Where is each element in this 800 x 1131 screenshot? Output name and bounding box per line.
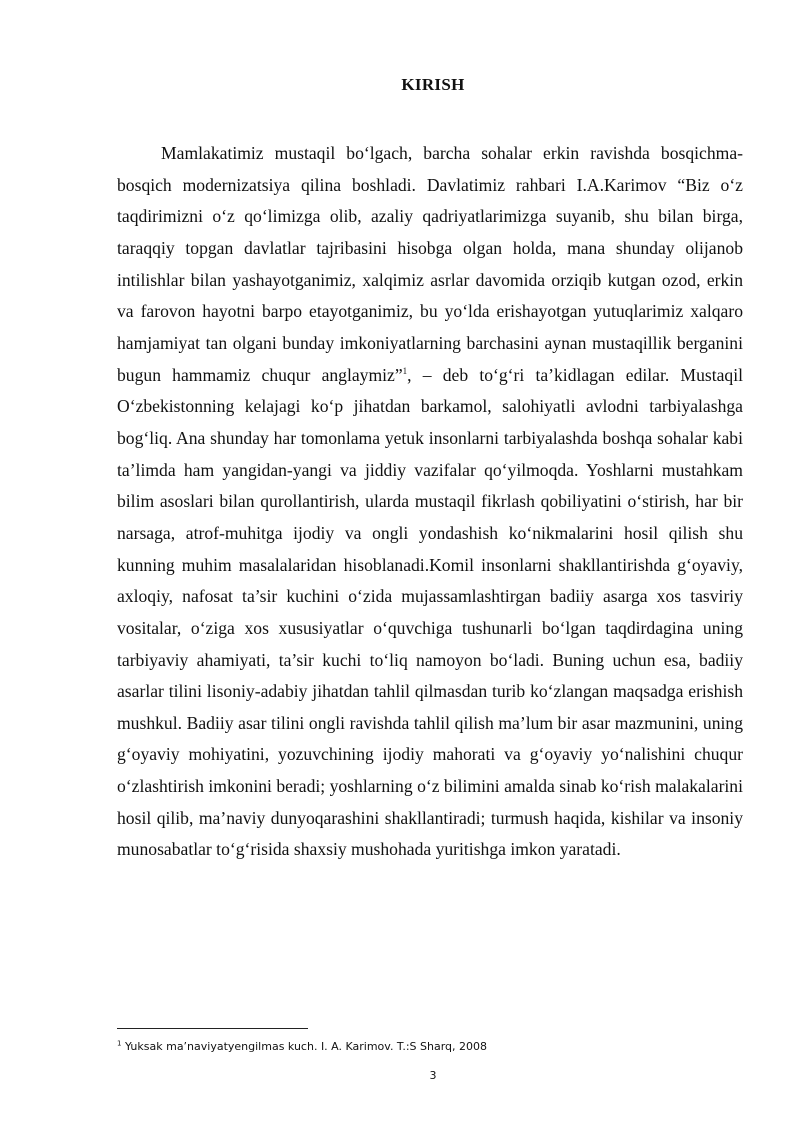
footnote — [117, 1040, 487, 1054]
paragraph-text-part-1: Mamlakatimiz mustaqil bo‘lgach, barcha sohalar erkin ravishda bosqichma-bosqich modernizatsiya qilina boshladi. Davlatimiz rahbari I.A.Karimov “Biz o‘z taqdirimizni o‘z qo‘limizga olib, azaliy qadriyatlarimizga suyanib, shu bilan birga, taraqqiy topgan davlatlar tajribasini hisobga olgan holda, mana shunday olijanob intilishlar bilan yashayotganimiz, xalqimiz asrlar davomida orziqib kutgan ozod, erkin va farovon hayotni barpo etayotganimiz, bu yo‘lda erishayotgan yutuqlarimiz xalqaro hamjamiyat tan olgani bunday imkoniyatlarning barchasini aynan mustaqillik berganini bugun hammamiz chuqur anglaymiz” — [117, 143, 743, 385]
footnote-marker: 1 — [117, 1039, 122, 1048]
footnote-reference[interactable]: 1 — [402, 365, 408, 376]
page-number: 3 — [429, 1069, 437, 1082]
footnote-separator — [117, 1028, 308, 1029]
paragraph-text-part-2: , – deb to‘g‘ri ta’kidlagan edilar. Mustaqil O‘zbekistonning kelajagi ko‘p jihatdan barkamol, salohiyatli avlodni tarbiyalashga bog‘liq. Ana shunday har tomonlama yetuk insonlarni tarbiyalashda boshqa sohalar kabi ta’limda ham yangidan-yangi va jiddiy vazifalar qo‘yilmoqda. Yoshlarni mustahkam bilim asoslari bilan qurollantirish, ularda mustaqil fikrlash qobiliyatini o‘stirish, har bir narsaga, atrof-muhitga ijodiy va ongli yondashish ko‘nikmalarini hosil qilish shu kunning muhim masalalaridan hisoblanadi.Komil insonlarni shakllantirishda g‘oyaviy, axloqiy, nafosat ta’sir kuchini o‘zida mujassamlashtirgan badiiy asarga xos tasviriy vositalar, o‘ziga xos xususiyatlar o‘quvchiga tushunarli bo‘lgan taqdirdagina uning tarbiyaviy ahamiyati, ta’sir kuchi to‘liq namoyon bo‘ladi. Buning uchun esa, badiiy asarlar tilini lisoniy-adabiy jihatdan tahlil qilmasdan turib ko‘zlangan maqsadga erishish mushkul. Badiiy asar tilini ongli ravishda tahlil qilish ma’lum bir asar mazmunini, uning g‘oyaviy mohiyatini, yozuvchining ijodiy mahorati va g‘oyaviy yo‘nalishini chuqur o‘zlashtirish imkonini beradi; yoshlarning o‘z bilimini amalda sinab ko‘rish malakalarini hosil qilib, ma’naviy dunyoqarashini shakllantiradi; turmush haqida, kishilar va insoniy munosabatlar to‘g‘risida shaxsiy mushohada yuritishga imkon yaratadi. — [117, 364, 743, 860]
footnote-text: Yuksak ma’naviyatyengilmas kuch. I. A. Karimov. T.:S Sharq, 2008 — [121, 1040, 488, 1053]
page-title: KIRISH — [401, 75, 465, 94]
body-paragraph — [117, 138, 743, 866]
